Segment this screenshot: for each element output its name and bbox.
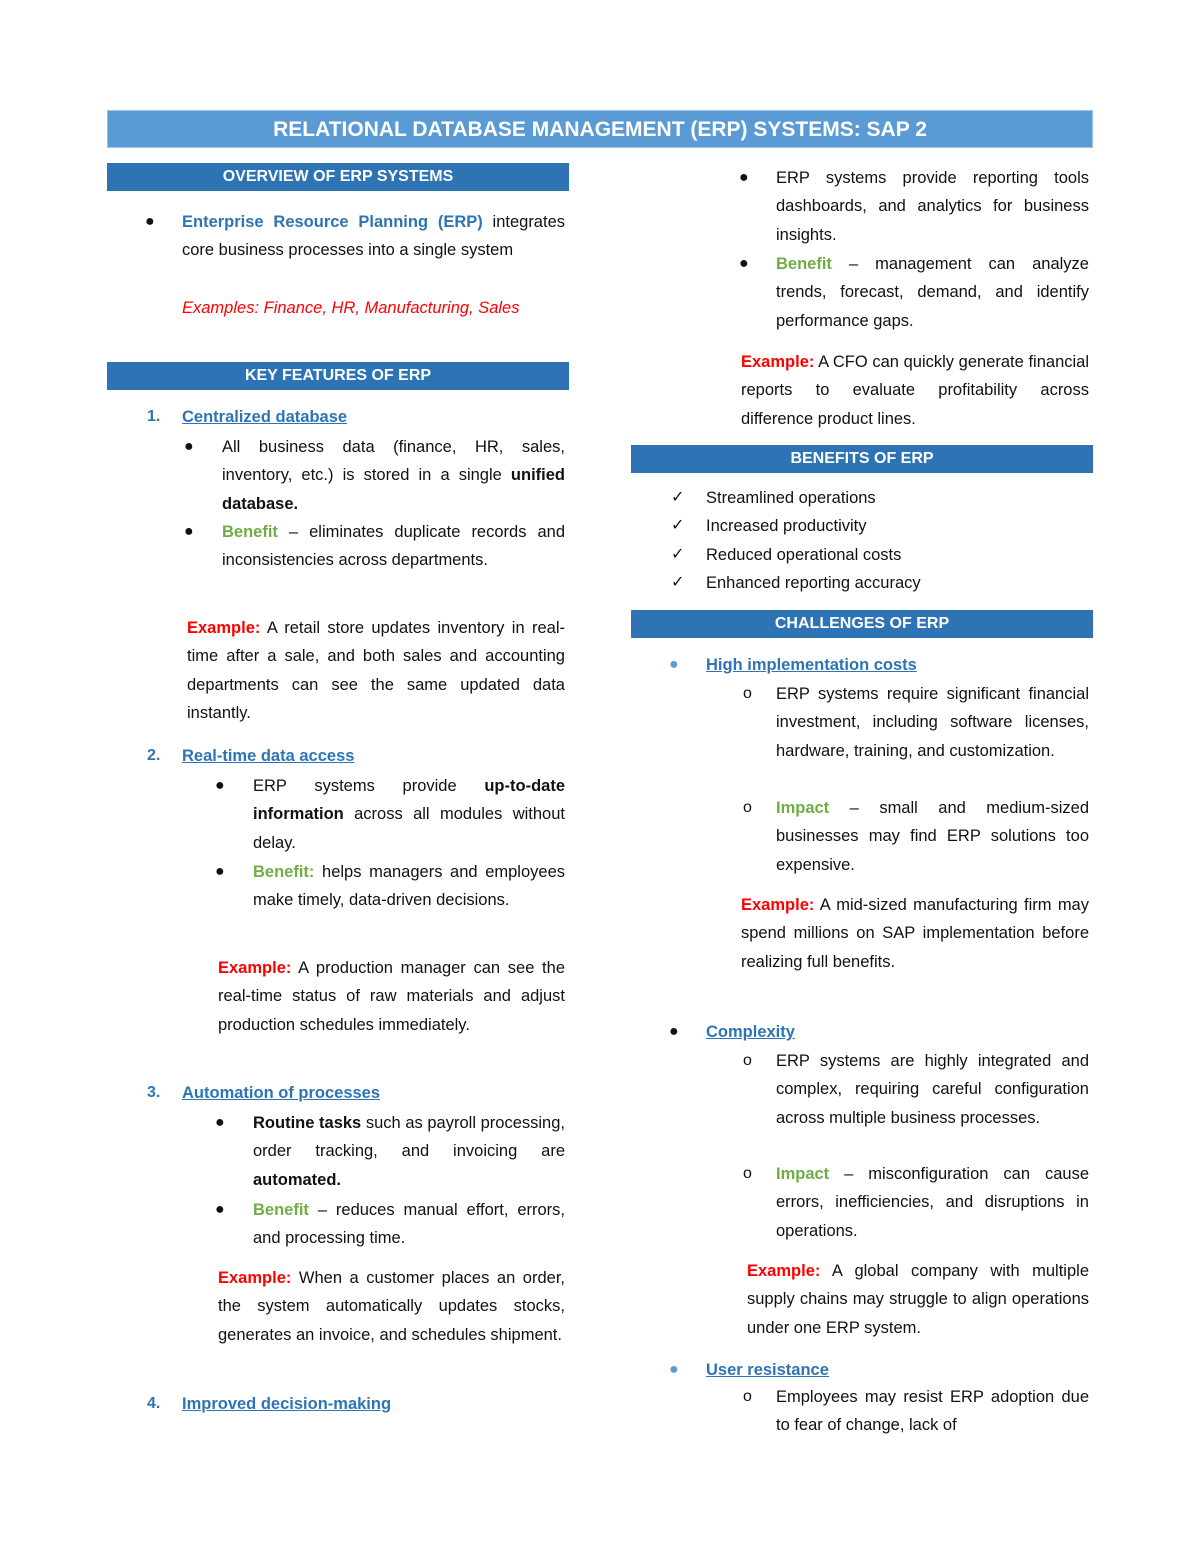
text: helps managers and employees make timely, data-driven decisions. [253, 863, 565, 910]
feature-2-example [218, 954, 565, 1039]
feature-1-example [187, 614, 565, 727]
example-label: Example: [747, 1262, 821, 1280]
text: – reduces manual effort, errors, and processing time. [253, 1201, 565, 1248]
benefit-item: Streamlined operations [706, 489, 876, 507]
overview-text: integrates core business processes into a single system [182, 213, 565, 260]
challenge-2-example [747, 1257, 1089, 1342]
section-heading-benefits: BENEFITS OF ERP [631, 445, 1093, 473]
overview-examples: Examples: Finance, HR, Manufacturing, Sales [182, 299, 520, 317]
text: A retail store updates inventory in real-time after a sale, and both sales and accounting departments can see the same updated data instantly. [187, 619, 565, 722]
bullet-icon: ● [215, 863, 225, 880]
impact-label: Impact [776, 799, 830, 817]
feature-number: 4. [147, 1395, 161, 1412]
feature-3-benefit [253, 1196, 565, 1253]
checkmark-icon: ✓ [671, 517, 685, 534]
bullet-icon: ● [184, 523, 194, 540]
bullet-icon: ● [215, 1114, 225, 1131]
bullet-icon: ● [215, 777, 225, 794]
erp-term: Enterprise Resource Planning (ERP) [182, 213, 483, 231]
circle-bullet-icon: o [743, 799, 752, 816]
text-bold: automated. [253, 1170, 342, 1189]
bullet-icon: ● [184, 438, 194, 455]
text-bold: Routine tasks [253, 1114, 362, 1132]
example-label: Example: [218, 959, 292, 977]
benefit-item: Reduced operational costs [706, 546, 902, 564]
challenge-2-description: ERP systems are highly integrated and complex, requiring careful configuration across multiple business processes. [776, 1052, 1089, 1127]
feature-3-description [253, 1109, 565, 1194]
bullet-icon: ● [145, 213, 155, 230]
feature-2-benefit [253, 858, 565, 915]
benefit-label: Benefit [776, 255, 832, 273]
example-label: Example: [187, 619, 261, 637]
feature-2-description [253, 772, 565, 857]
benefit-item: Increased productivity [706, 517, 867, 535]
text: ERP systems provide [253, 777, 485, 795]
section-heading-key-features: KEY FEATURES OF ERP [107, 362, 569, 390]
text: A production manager can see the real-time status of raw materials and adjust production schedules immediately. [218, 959, 565, 1034]
benefit-item: Enhanced reporting accuracy [706, 574, 921, 592]
benefit-label: Benefit [253, 1201, 309, 1219]
example-label: Example: [741, 896, 815, 914]
checkmark-icon: ✓ [671, 489, 685, 506]
bullet-icon: ● [739, 169, 749, 186]
feature-title-centralized-database[interactable]: Centralized database [182, 408, 348, 426]
bullet-icon: ● [669, 656, 679, 673]
circle-bullet-icon: o [743, 1052, 752, 1069]
text: A CFO can quickly generate financial reports to evaluate profitability across difference product lines. [741, 353, 1089, 428]
circle-bullet-icon: o [743, 1165, 752, 1182]
circle-bullet-icon: o [743, 1388, 752, 1405]
checkmark-icon: ✓ [671, 546, 685, 563]
text-bold: up-to-date information [253, 777, 565, 824]
feature-title-real-time-data-access[interactable]: Real-time data access [182, 747, 355, 765]
feature-1-description [222, 433, 565, 518]
example-label: Example: [218, 1269, 292, 1287]
text: All business data (finance, HR, sales, inventory, etc.) is stored in a single [222, 438, 565, 485]
overview-paragraph [182, 208, 565, 265]
impact-label: Impact [776, 1165, 830, 1183]
feature-4-example [741, 348, 1089, 433]
challenge-title-user-resistance[interactable]: User resistance [706, 1361, 829, 1379]
document-title: RELATIONAL DATABASE MANAGEMENT (ERP) SYSTEMS: SAP 2 [107, 110, 1093, 148]
bullet-icon: ● [669, 1023, 679, 1040]
challenge-1-impact [776, 794, 1089, 879]
bullet-icon: ● [669, 1361, 679, 1378]
feature-number: 3. [147, 1084, 161, 1101]
feature-1-benefit [222, 518, 565, 575]
feature-4-benefit [776, 250, 1089, 335]
feature-number: 2. [147, 747, 161, 764]
text: When a customer places an order, the system automatically updates stocks, generates an invoice, and schedules shipment. [218, 1269, 565, 1344]
feature-4-description: ERP systems provide reporting tools dashboards, and analytics for business insights. [776, 169, 1089, 244]
text: – eliminates duplicate records and inconsistencies across departments. [222, 523, 565, 570]
challenge-1-description: ERP systems require significant financial investment, including software licenses, hardware, training, and customization. [776, 685, 1089, 760]
feature-title-automation[interactable]: Automation of processes [182, 1084, 381, 1102]
text: across all modules without delay. [253, 805, 565, 852]
challenge-2-impact [776, 1160, 1089, 1245]
checkmark-icon: ✓ [671, 574, 685, 591]
challenge-1-example [741, 891, 1089, 976]
bullet-icon: ● [215, 1201, 225, 1218]
benefit-label: Benefit [222, 523, 278, 541]
feature-3-example [218, 1264, 565, 1349]
example-label: Example: [741, 353, 815, 371]
bullet-icon: ● [739, 255, 749, 272]
text: – misconfiguration can cause errors, inefficiencies, and disruptions in operations. [776, 1165, 1089, 1240]
text: – management can analyze trends, forecast, demand, and identify performance gaps. [776, 255, 1089, 330]
feature-title-improved-decision-making[interactable]: Improved decision-making [182, 1395, 392, 1413]
challenge-title-high-costs[interactable]: High implementation costs [706, 656, 917, 674]
feature-number: 1. [147, 408, 161, 425]
benefit-label: Benefit: [253, 863, 315, 881]
text: such as payroll processing, order tracking, and invoicing are [253, 1114, 565, 1161]
section-heading-overview: OVERVIEW OF ERP SYSTEMS [107, 163, 569, 191]
circle-bullet-icon: o [743, 685, 752, 702]
section-heading-challenges: CHALLENGES OF ERP [631, 610, 1093, 638]
challenge-title-complexity[interactable]: Complexity [706, 1023, 795, 1041]
text: – small and medium-sized businesses may find ERP solutions too expensive. [776, 799, 1089, 874]
text: A global company with multiple supply chains may struggle to align operations under one ERP system. [747, 1262, 1089, 1337]
challenge-3-description: Employees may resist ERP adoption due to fear of change, lack of [776, 1388, 1089, 1435]
text-bold: unified database. [222, 466, 565, 513]
text: A mid-sized manufacturing firm may spend millions on SAP implementation before realizing full benefits. [741, 896, 1089, 971]
